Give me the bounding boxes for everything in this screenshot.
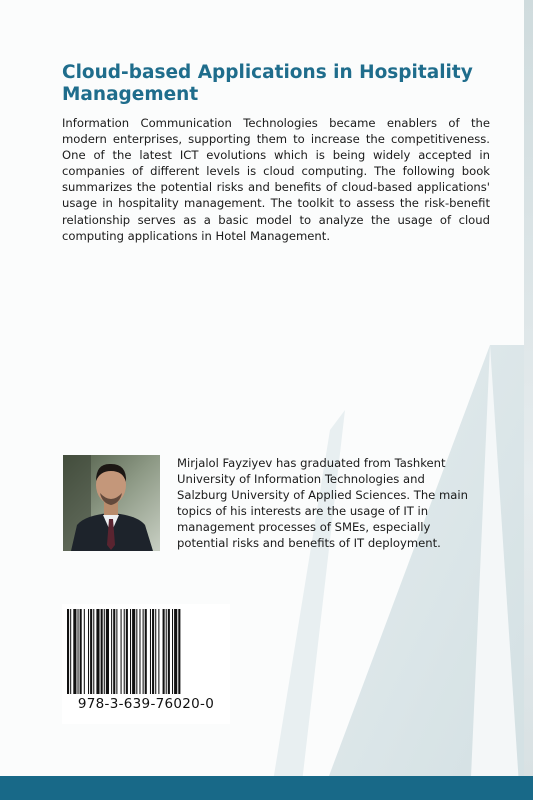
barcode-bar [73, 609, 76, 694]
barcode-bar [126, 609, 128, 694]
barcode-bar [106, 609, 109, 694]
barcode-bar [155, 609, 156, 694]
barcode-bar [158, 609, 159, 694]
barcode-bar [172, 609, 173, 694]
barcode-bar [101, 609, 103, 694]
barcode-bar [70, 609, 71, 694]
barcode-bar [130, 609, 131, 694]
barcode-bar [178, 609, 180, 694]
barcode-bar [168, 609, 170, 694]
barcode-bar [174, 609, 177, 694]
barcode-bar [116, 609, 117, 694]
barcode-bar [104, 609, 105, 694]
barcode-bar [90, 609, 92, 694]
isbn-number: 978-3-639-76020-0 [77, 696, 215, 712]
barcode-bar [113, 609, 115, 694]
barcode-bar [80, 609, 82, 694]
barcode-bar [96, 609, 99, 694]
right-edge-strip [524, 0, 533, 800]
book-title: Cloud-based Applications in Hospitality Management [62, 62, 473, 105]
book-description: Information Communication Technologies became enablers of the modern enterprises, supporting them to increase the competitiveness. One of the latest ICT evolutions which is being widely accepted in companies of different levels is cloud computing. The following book summarizes the potential risks and benefits of cloud-based applications' usage in hospitality management. The toolkit to assess the risk-benefit relationship serves as a basic model to analyze the usage of cloud computing applications in Hotel Management. [62, 116, 490, 243]
barcode-bar [152, 609, 154, 694]
barcode-bar [111, 609, 112, 694]
barcode-bar [145, 609, 147, 694]
barcode-bar [143, 609, 144, 694]
barcode-bar [93, 609, 94, 694]
barcode-bar [88, 609, 89, 694]
barcode-bar [166, 609, 167, 694]
barcode-bar [163, 609, 165, 694]
barcode-bar [132, 609, 135, 694]
bottom-color-band [0, 776, 533, 800]
barcode-bar [124, 609, 125, 694]
barcode [62, 604, 230, 724]
barcode-bar [121, 609, 122, 694]
barcode-bar [84, 609, 85, 694]
barcode-bar [139, 609, 140, 694]
author-photo [63, 455, 160, 551]
author-bio: Mirjalol Fayziyev has graduated from Tashkent University of Information Technologies and Salzburg University of Applied Sciences. The main topics of his interests are the usage of IT in management processes of SMEs, especially potential risks and benefits of IT deployment. [177, 456, 468, 550]
barcode-bar [67, 609, 69, 694]
barcode-bar [78, 609, 79, 694]
barcode-bars [67, 609, 225, 694]
barcode-bar [136, 609, 137, 694]
barcode-bar [150, 609, 151, 694]
